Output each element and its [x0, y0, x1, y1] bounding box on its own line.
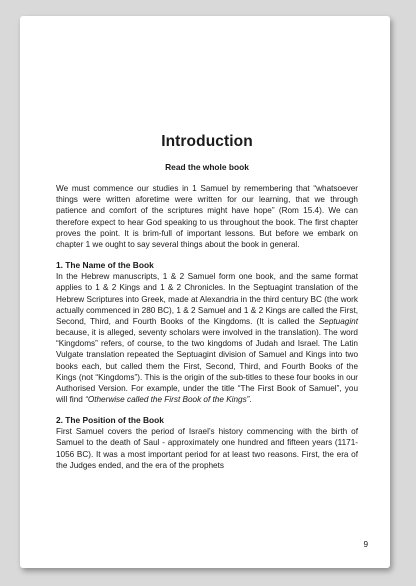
section-paragraph	[56, 271, 358, 405]
section-heading: 2. The Position of the Book	[56, 415, 164, 426]
text-run: because, it is alleged, seventy scholars were involved in the translation). The word “Kingdoms” refers, of course, to the two kingdoms of Judah and Israel. The Latin Vulgate translation repeated the Septuagint division of Samuel and Kings into two books each, but called them the First, Second, Third, and Fourth Books of the Kings (not “Kingdoms”). This is the origin of the sub-titles to these four books in our Authorised Version. For example, under the title “The First Book of Samuel”, you will find	[56, 328, 358, 404]
page-content	[56, 133, 358, 481]
chapter-title: Introduction	[161, 133, 253, 150]
section-position-of-book	[56, 415, 358, 471]
text-run: .	[249, 394, 252, 404]
section-heading: 1. The Name of the Book	[56, 260, 154, 271]
page-number: 9	[363, 540, 368, 549]
intro-paragraph: We must commence our studies in 1 Samuel by remembering that “whatsoever things were written aforetime were written for our learning, that we through patience and comfort of the scriptures might have hope” (Rom 15.4). We can therefore expect to hear God speaking to us throughout the book. The first chapter proves the point. It is brim-full of important lessons. But before we embark on chapter 1 we ought to say several things about the book in general.	[56, 184, 358, 249]
text-run: In the Hebrew manuscripts, 1 & 2 Samuel form one book, and the same format applies to 1 & 2 Kings and 1 & 2 Chronicles. In the Septuagint translation of the Hebrew Scriptures into Greek, made at Alexandria in the third century BC (the work actually commenced in 280 BC), 1 & 2 Samuel and 1 & 2 Kings are called the First, Second, Third, and Fourth Books of the Kingdoms. (It is called the	[56, 272, 358, 326]
italic-term-septuagint: Septuagint	[318, 316, 358, 326]
section-name-of-book	[56, 260, 358, 405]
italic-quote-subtitle: “Otherwise called the First Book of the Kings”	[85, 394, 250, 404]
section-paragraph: First Samuel covers the period of Israel’s history commencing with the birth of Samuel to the death of Saul - approximately one hundred and fifteen years (1171-1056 BC). It was a most important period for at least two reasons. First, the era of the Judges ended, and the era of the prophets	[56, 427, 358, 470]
book-page	[20, 16, 390, 568]
chapter-subtitle: Read the whole book	[165, 162, 249, 172]
